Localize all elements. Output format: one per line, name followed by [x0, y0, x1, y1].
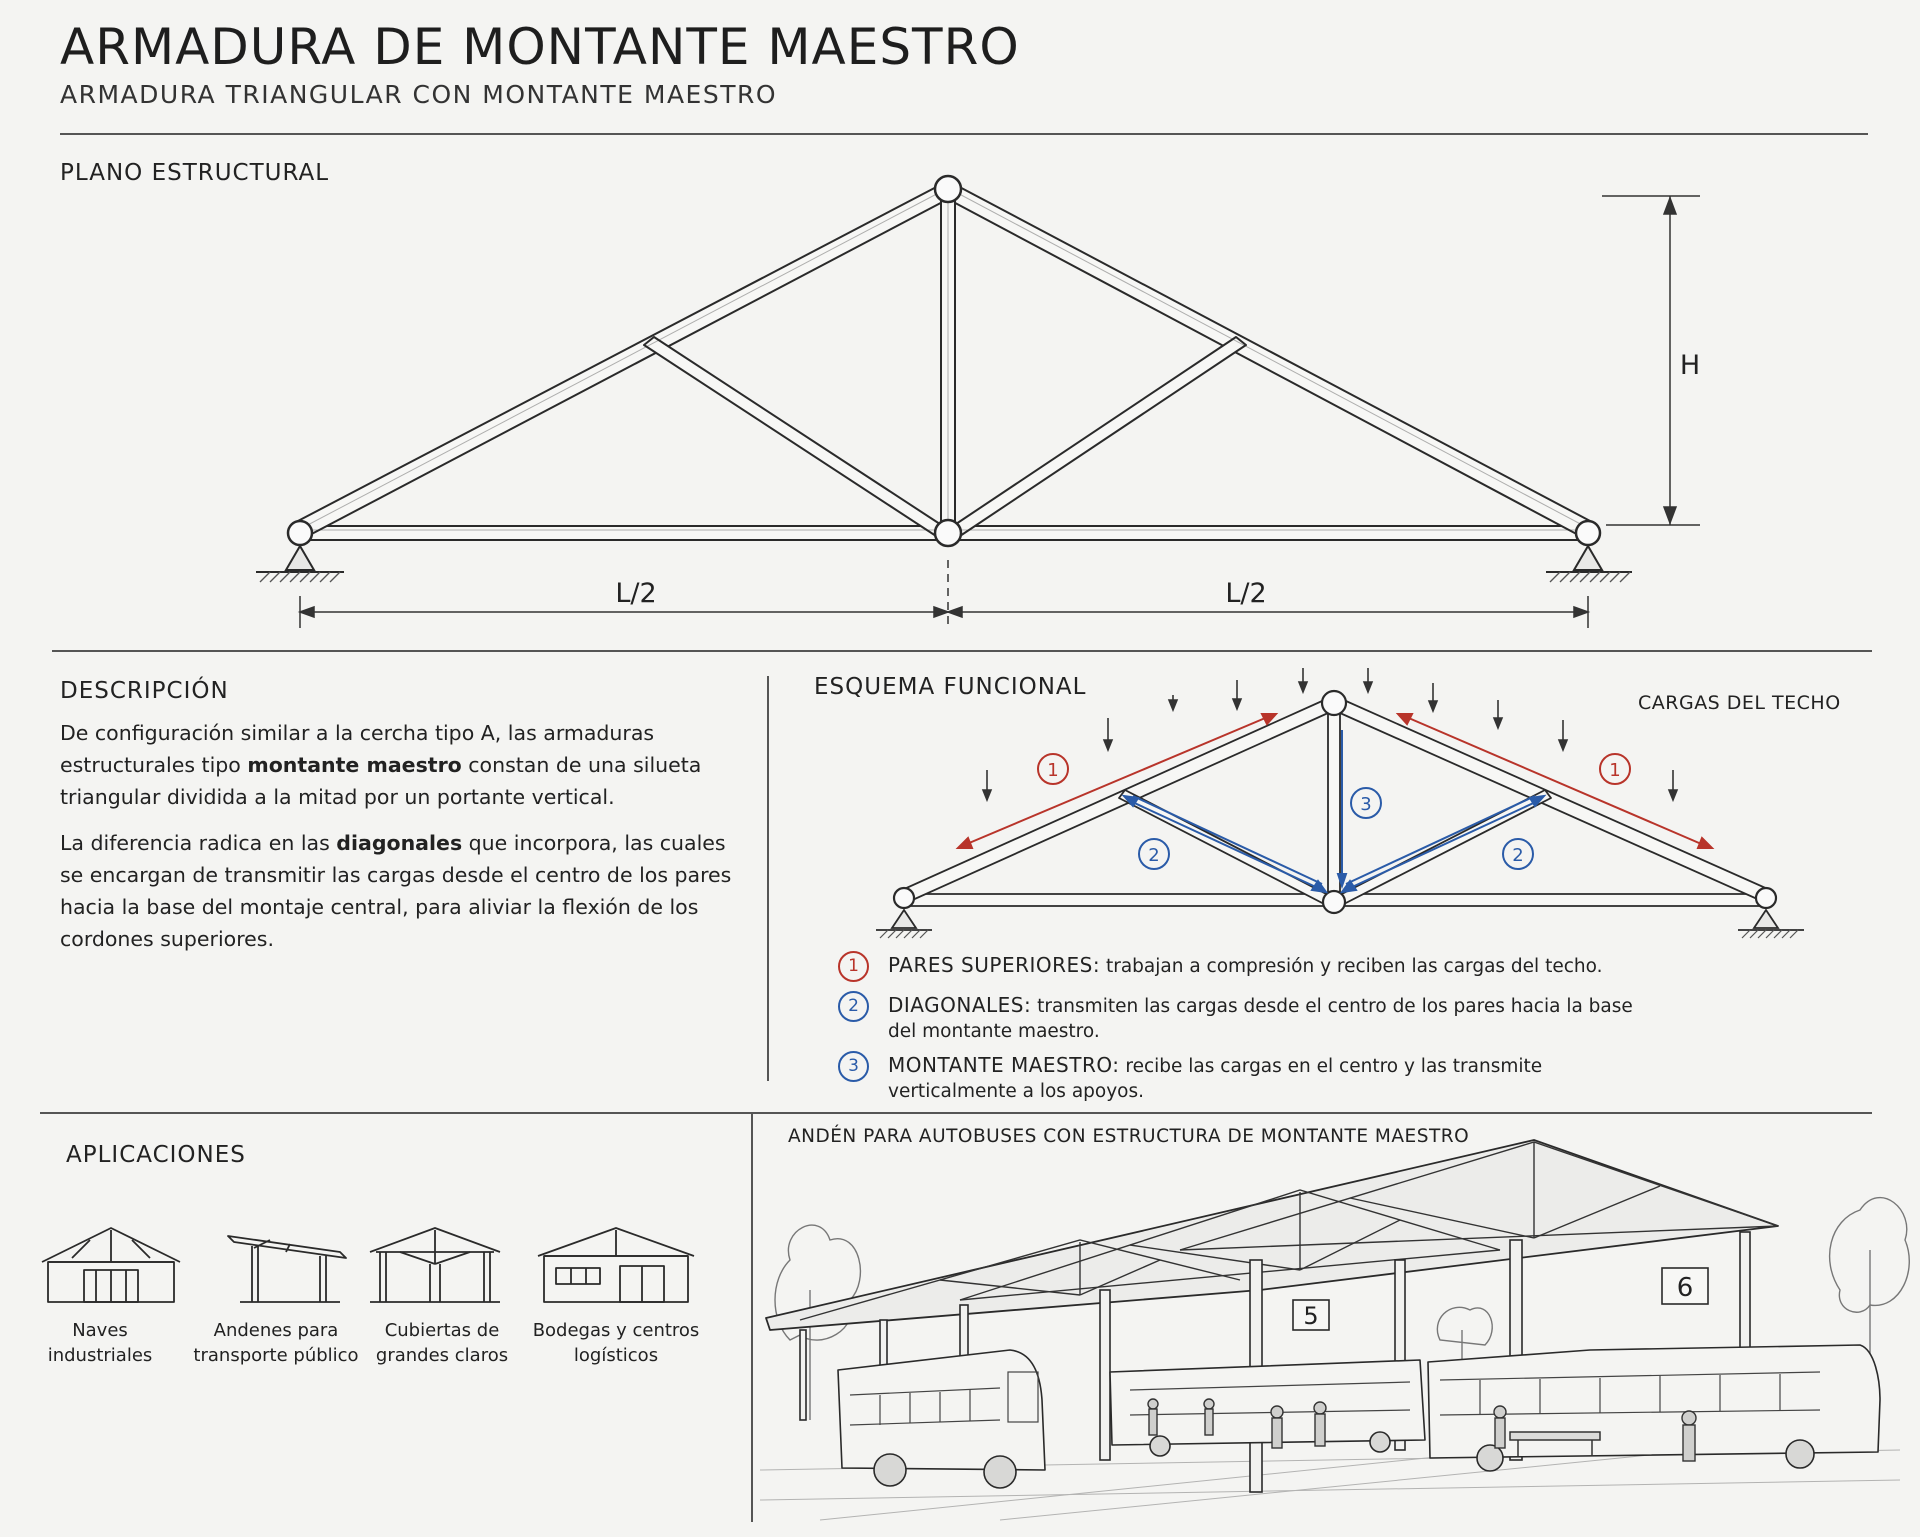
- application-industrial-sheds: Naves industriales: [47, 1320, 153, 1366]
- marker-diagonal-right: 2: [1512, 845, 1524, 866]
- marker-diagonal-left: 2: [1148, 845, 1160, 866]
- plan-label: PLANO ESTRUCTURAL: [60, 160, 330, 186]
- applications-label: APLICACIONES: [66, 1142, 246, 1168]
- application-public-transport-platforms: Andenes para transporte público: [193, 1320, 359, 1366]
- description-paragraph-2: La diferencia radica en las diagonales que incorpora, las cuales se encargan de transmitir las cargas desde el centro de los pares hacia la base del montaje central, para aliviar la flexión de los cordones superiores.: [60, 831, 732, 951]
- scheme-label: ESQUEMA FUNCIONAL: [814, 674, 1087, 700]
- dim-right-label: L/2: [1225, 578, 1267, 609]
- platform-sign-5-label: 5: [1303, 1302, 1319, 1330]
- bench: [1510, 1432, 1600, 1440]
- marker-top-chord-left: 1: [1047, 760, 1059, 781]
- description-paragraph-1: De configuración similar a la cercha tipo A, las armaduras estructurales tipo montante maestro constan de una silueta triangular dividida a la mitad por un portante vertical.: [60, 721, 702, 809]
- application-large-span-covers: Cubiertas de grandes claros: [375, 1320, 509, 1366]
- canopy-roof: [766, 1140, 1778, 1330]
- illustration-label: ANDÉN PARA AUTOBUSES CON ESTRUCTURA DE MONTANTE MAESTRO: [788, 1126, 1470, 1147]
- dim-height-label: H: [1679, 350, 1701, 381]
- description-heading: DESCRIPCIÓN: [60, 678, 229, 704]
- legend-item-king-post: 3 MONTANTE MAESTRO: recibe las cargas en el centro y las transmite verticalmente a los apoyos.: [838, 1053, 1658, 1104]
- legend-item-top-chords: 1 PARES SUPERIORES: trabajan a compresión y reciben las cargas del techo.: [838, 953, 1638, 979]
- page-title: ARMADURA DE MONTANTE MAESTRO: [60, 18, 1020, 76]
- dim-left-label: L/2: [615, 578, 657, 609]
- roof-loads-label: CARGAS DEL TECHO: [1638, 692, 1841, 714]
- application-warehouses: Bodegas y centros logísticos: [532, 1320, 700, 1366]
- page-subtitle: ARMADURA TRIANGULAR CON MONTANTE MAESTRO: [60, 80, 778, 109]
- marker-king-post: 3: [1360, 794, 1372, 815]
- bus-front-left: [838, 1350, 1045, 1470]
- legend-item-diagonals: 2 DIAGONALES: transmiten las cargas desde el centro de los pares hacia la base del montante maestro.: [838, 993, 1658, 1044]
- platform-sign-6-label: 6: [1676, 1273, 1694, 1303]
- marker-top-chord-right: 1: [1609, 760, 1621, 781]
